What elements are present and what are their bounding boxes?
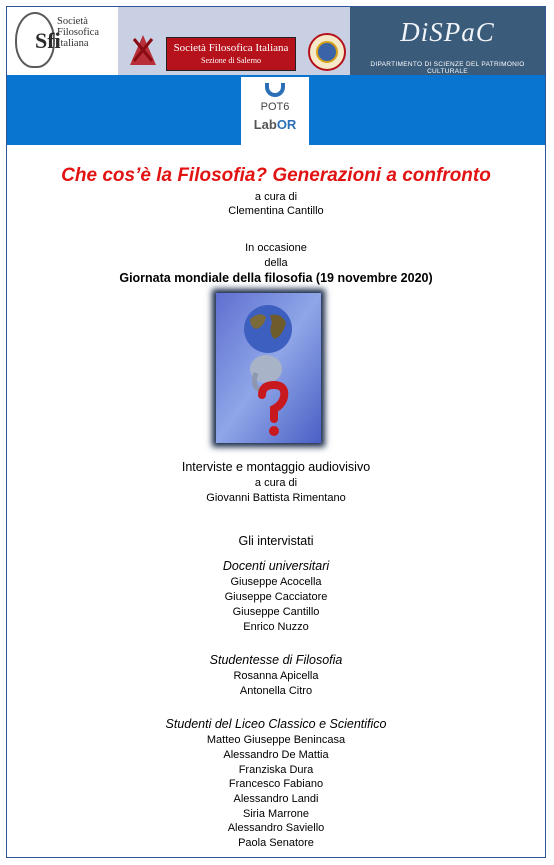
production-by-label: a cura di: [254, 477, 298, 489]
sfi-text-line: Filosofica: [57, 27, 99, 38]
list-item: Siria Marrone: [242, 808, 310, 820]
list-item: Paola Senatore: [238, 837, 314, 849]
sfi-text: [57, 16, 99, 49]
occasion-line2: della: [264, 257, 288, 269]
list-item: Rosanna Apicella: [233, 670, 319, 682]
labor-text: [241, 117, 309, 132]
flyer-frame: [6, 6, 546, 858]
pot6-logo: [241, 77, 309, 145]
labor-lab: Lab: [253, 117, 277, 132]
page-title: Che cos’è la Filosofia? Generazioni a confronto: [61, 165, 491, 186]
list-item: Franziska Dura: [238, 764, 314, 776]
sfi-text-line: Società: [57, 16, 88, 27]
list-item: Antonella Citro: [239, 685, 313, 697]
salerno-crest-icon: [126, 31, 160, 69]
list-item: Francesco Fabiano: [228, 778, 324, 790]
salerno-logo: [166, 37, 296, 71]
globe-elephant-question-mark-icon: [216, 293, 321, 443]
sfi-logo: [13, 10, 113, 72]
group-heading: Docenti universitari: [222, 559, 330, 573]
university-seal-icon: [308, 33, 346, 71]
list-item: Giuseppe Acocella: [230, 576, 322, 588]
dispac-title: DiSPaC: [400, 17, 495, 47]
production-by-name: Giovanni Battista Rimentano: [206, 492, 346, 504]
group-heading: Studenti del Liceo Classico e Scientifico: [165, 717, 387, 731]
list-item: Giuseppe Cacciatore: [224, 591, 328, 603]
event-name: Giornata mondiale della filosofia (19 novembre 2020): [119, 271, 433, 285]
occasion-line1: In occasione: [245, 242, 307, 254]
sfi-text-line: Italiana: [57, 38, 89, 49]
group-heading: Studentesse di Filosofia: [209, 653, 343, 667]
pot6-text: POT6: [260, 101, 290, 113]
artwork-image: [216, 293, 321, 443]
salerno-band: [118, 7, 350, 75]
dispac-subtitle: DIPARTIMENTO DI SCIENZE DEL PATRIMONIO CULTURALE: [370, 61, 525, 75]
logo-strip: [7, 7, 545, 75]
list-item: Alessandro Landi: [233, 793, 319, 805]
salerno-line1: Società Filosofica Italiana: [173, 42, 289, 54]
list-item: Alessandro Saviello: [227, 822, 325, 834]
interviewees-label: Gli intervistati: [238, 534, 314, 548]
sfi-mark: Sfi: [35, 28, 61, 53]
dispac-logo: [350, 7, 545, 75]
list-item: Enrico Nuzzo: [243, 621, 309, 633]
curated-by-label: a cura di: [254, 191, 298, 203]
list-item: Matteo Giuseppe Benincasa: [206, 734, 346, 746]
pot6-u-icon: [265, 83, 285, 97]
curator-name: Clementina Cantillo: [228, 205, 324, 217]
labor-or: OR: [276, 117, 297, 132]
list-item: Alessandro De Mattia: [223, 749, 329, 761]
list-item: Giuseppe Cantillo: [232, 606, 320, 618]
salerno-line2: Sezione di Salerno: [201, 56, 261, 65]
production-label: Interviste e montaggio audiovisivo: [181, 460, 371, 474]
